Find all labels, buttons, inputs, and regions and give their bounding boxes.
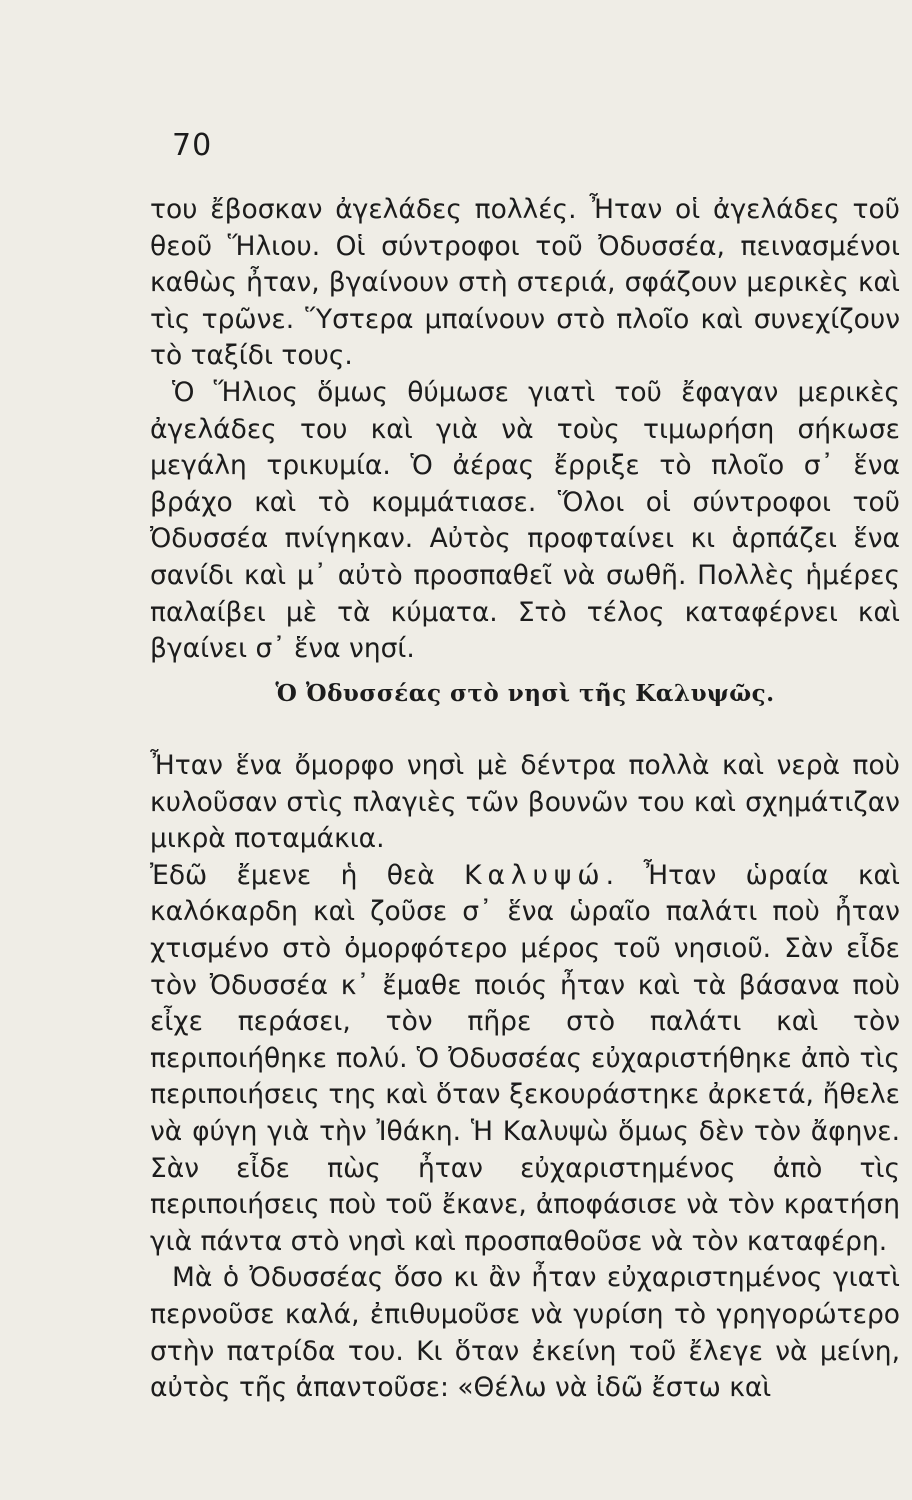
spaced-name: Καλυψώ [464,859,606,891]
paragraph: του ἔβοσκαν ἀγελάδες πολλές. Ἦταν οἱ ἀγελάδες τοῦ θεοῦ Ἥλιου. Οἱ σύντροφοι τοῦ Ὀδυσσέα, πεινασμένοι καθὼς ἦταν, βγαίνουν στὴ στεριά, σφάζουν μερικὲς καὶ τὶς τρῶνε. Ὕστερα μπαίνουν στὸ πλοῖο καὶ συνεχίζουν τὸ ταξίδι τους. [150,194,900,372]
section-heading: Ὁ Ὀδυσσέας στὸ νησὶ τῆς Καλυψῶς. [275,680,775,707]
text-run: Ἐδῶ ἔμενε ἡ θεὰ [150,859,465,891]
paragraph: Μὰ ὁ Ὀδυσσέας ὅσο κι ἂν ἦταν εὐχαριστημένος γιατὶ περνοῦσε καλά, ἐπιθυμοῦσε νὰ γυρίση τὸ γρηγορώτερο στὴν πατρίδα του. Κι ὅταν ἐκείνη τοῦ ἔλεγε νὰ μείνη, αὐτὸς τῆς ἀπαντοῦσε: «Θέλω νὰ ἰδῶ ἔστω καὶ [150,1262,900,1404]
paragraph: Ὁ Ἥλιος ὅμως θύμωσε γιατὶ τοῦ ἔφαγαν μερικὲς ἀγελάδες του καὶ γιὰ νὰ τοὺς τιμωρήση σήκωσε μεγάλη τρικυμία. Ὁ ἀέρας ἔρριξε τὸ πλοῖο σ᾽ ἕνα βράχο καὶ τὸ κομμάτιασε. Ὅλοι οἱ σύντροφοι τοῦ Ὀδυσσέα πνίγηκαν. Αὐτὸς προφταίνει κι ἁρπάζει ἕνα σανίδι καὶ μ᾽ αὐτὸ προσπαθεῖ νὰ σωθῆ. Πολλὲς ἡμέρες παλαίβει μὲ τὰ κύματα. Στὸ τέλος καταφέρνει καὶ βγαίνει σ᾽ ἕνα νησί. [150,376,900,665]
text-run: . Ἦταν ὡραία καὶ καλόκαρδη καὶ ζοῦσε σ᾽ ἕνα ὡραῖο παλάτι ποὺ ἦταν χτισμένο στὸ ὀμορφότερο μέρος τοῦ νησιοῦ. Σὰν εἶδε τὸν Ὀδυσσέα κ᾽ ἔμαθε ποιός ἦταν καὶ τὰ βάσανα ποὺ εἶχε περάσει, τὸν πῆρε στὸ παλάτι καὶ τὸν περιποιήθηκε πολύ. Ὁ Ὀδυσσέας εὐχαριστήθηκε ἀπὸ τὶς περιποιήσεις της καὶ ὅταν ξεκουράστηκε ἀρκετά, ἤθελε νὰ φύγη γιὰ τὴν Ἰθάκη. Ἡ Καλυψὼ ὅμως δὲν τὸν ἄφηνε. Σὰν εἶδε πὼς ἦταν εὐχαριστημένος ἀπὸ τὶς περιποιήσεις ποὺ τοῦ ἔκανε, ἀποφάσισε νὰ τὸν κρατήση γιὰ πάντα στὸ νησὶ καὶ προσπαθοῦσε νὰ τὸν καταφέρη. [150,859,900,1257]
text-block-1 [150,192,900,668]
paragraph: Ἦταν ἕνα ὄμορφο νησὶ μὲ δέντρα πολλὰ καὶ νερὰ ποὺ κυλοῦσαν στὶς πλαγιὲς τῶν βουνῶν του καὶ σχημάτιζαν μικρὰ ποταμάκια. [150,750,900,855]
paragraph [150,858,900,1261]
page-number: 70 [172,128,213,163]
text-block-2 [150,748,900,1407]
